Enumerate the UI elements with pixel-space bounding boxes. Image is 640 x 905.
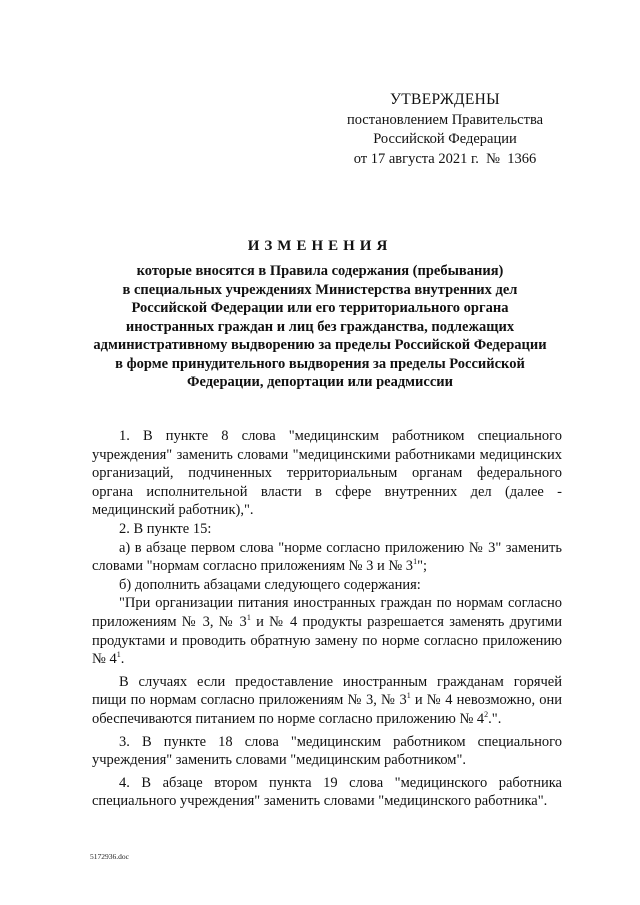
approval-date-line — [330, 150, 560, 170]
subtitle-line: Федерации, депортации или реадмиссии — [187, 374, 453, 390]
approval-title: УТВЕРЖДЕНЫ — [390, 91, 500, 108]
approval-line-2: Российской Федерации — [373, 131, 517, 147]
approval-date: от 17 августа 2021 г. — [353, 150, 479, 167]
paragraph-quoted-1: "При организации питания иностранных граждан по нормам согласно приложениям № 3, № $3^1$ и № 4 продукты разрешается заменять другими продуктами и проводить обратную замену по норме согласно приложению № $4^1$. — [92, 595, 562, 668]
subtitle-line: в специальных учреждениях Министерства внутренних дел — [122, 281, 518, 298]
footer-file-name: 5172936.doc — [90, 852, 129, 861]
subtitle-line: которые вносятся в Правила содержания (пребывания) — [136, 263, 504, 279]
paragraph-item-1: 1. В пункте 8 слова "медицинским работником специального учреждения" заменить словами "медицинскими работниками медицинских организаций, подчиненных территориальным органам федерального органа исполнительной власти в сфере внутренних дел (далее - медицинский работник),". — [92, 428, 562, 519]
superscript: 1 — [116, 650, 121, 660]
paragraph-item-3: 3. В пункте 18 слова "медицинским работником специального учреждения" заменить словами "медицинским работником". — [92, 733, 562, 769]
approval-number: 1366 — [507, 150, 537, 167]
subtitle-line: иностранных граждан и лиц без гражданства, подлежащих — [125, 318, 515, 335]
paragraph-subitem-a: а) в абзаце первом слова "норме согласно приложению № 3" заменить словами "нормам согласно приложениям № 3 и № $3^1$"; — [92, 539, 562, 575]
superscript: 1 — [246, 612, 251, 622]
approval-block — [330, 90, 560, 169]
approval-number-sign: № — [486, 150, 501, 167]
subtitle-line: административному выдворению за пределы Российской Федерации — [93, 337, 547, 353]
document-title: ИЗМЕНЕНИЯ — [247, 238, 393, 254]
document-heading — [60, 238, 580, 392]
paragraph-quoted-2: В случаях если предоставление иностранным гражданам горячей пищи по нормам согласно приложениям № 3, № $3^1$ и № 4 невозможно, они обеспечиваются питанием по норме согласно приложению № $4^2$.". — [92, 673, 563, 727]
paragraph-subitem-b: б) дополнить абзацами следующего содержания: — [119, 576, 421, 593]
document-subtitle — [60, 262, 580, 392]
paragraph-item-4: 4. В абзаце втором пункта 19 слова "медицинского работника специального учреждения" заменить словами "медицинского работника". — [92, 774, 562, 810]
document-body — [92, 427, 562, 811]
paragraph-item-2: 2. В пункте 15: — [119, 520, 212, 537]
superscript: 1 — [406, 691, 411, 701]
superscript: 2 — [484, 709, 489, 719]
approval-line-1: постановлением Правительства — [346, 111, 544, 128]
subtitle-line: в форме принудительного выдворения за пределы Российской — [115, 355, 525, 372]
subtitle-line: Российской Федерации или его территориального органа — [131, 300, 509, 316]
superscript: 1 — [413, 557, 418, 567]
